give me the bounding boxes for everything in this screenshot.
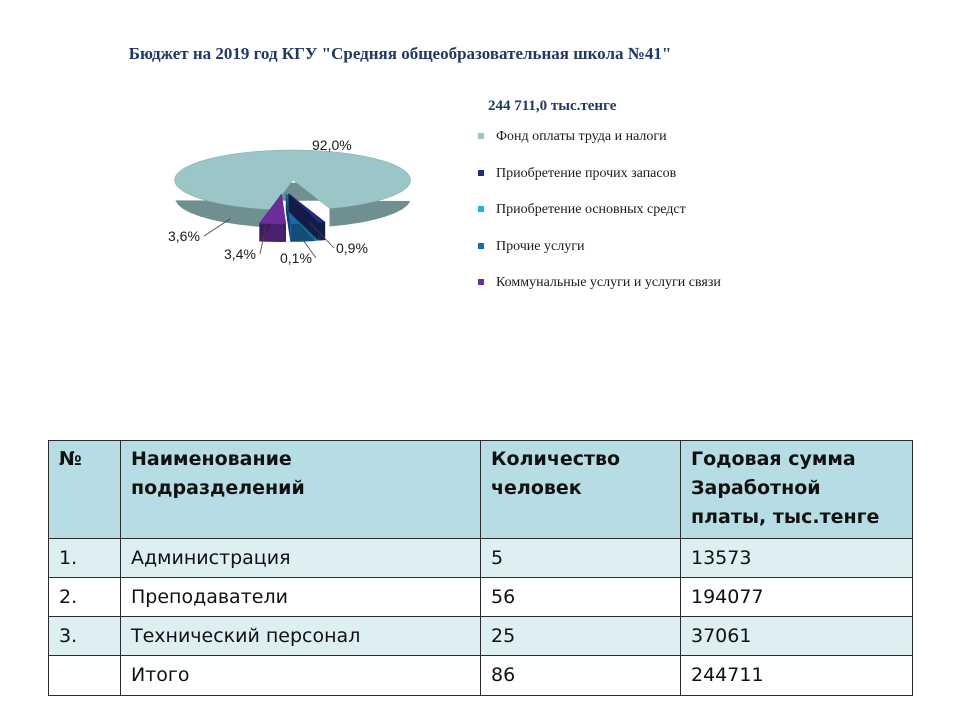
legend-swatch bbox=[478, 170, 484, 176]
table-row bbox=[49, 617, 913, 656]
legend-label: Приобретение основных средст bbox=[496, 202, 686, 217]
table-cell: 37061 bbox=[681, 617, 913, 656]
table-cell bbox=[49, 656, 121, 696]
legend-label: Приобретение прочих запасов bbox=[496, 166, 677, 181]
legend-label: Прочие услуги bbox=[496, 239, 585, 254]
legend-label: Коммунальные услуги и услуги связи bbox=[496, 275, 721, 290]
table-row bbox=[49, 539, 913, 578]
pie-chart bbox=[150, 125, 450, 275]
legend-swatch bbox=[478, 133, 484, 139]
table-cell: 194077 bbox=[681, 578, 913, 617]
legend-label: Фонд оплаты труда и налоги bbox=[496, 129, 667, 144]
header-cell-department: Наименование подразделений bbox=[121, 441, 481, 539]
legend-swatch bbox=[478, 206, 484, 212]
header-cell-salary: Годовая сумма Заработной платы, тыс.тенге bbox=[681, 441, 913, 539]
table-header-row bbox=[49, 441, 913, 539]
table-cell: 56 bbox=[481, 578, 681, 617]
legend-swatch bbox=[478, 243, 484, 249]
table-cell: Итого bbox=[121, 656, 481, 696]
legend-swatch bbox=[478, 279, 484, 285]
table-cell: Технический персонал bbox=[121, 617, 481, 656]
pie-slice-label: 92,0% bbox=[312, 137, 352, 153]
table-cell: Администрация bbox=[121, 539, 481, 578]
table-cell: 2. bbox=[49, 578, 121, 617]
table-row bbox=[49, 578, 913, 617]
pie-slice-label: 3,4% bbox=[224, 246, 256, 262]
pie-slice-label: 0,1% bbox=[280, 250, 312, 266]
pie-slice-label: 3,6% bbox=[168, 228, 200, 244]
header-cell-number: № bbox=[49, 441, 121, 539]
header-cell-headcount: Количество человек bbox=[481, 441, 681, 539]
table-cell: 25 bbox=[481, 617, 681, 656]
table-total-row bbox=[49, 656, 913, 696]
table-cell: 13573 bbox=[681, 539, 913, 578]
table-cell: 86 bbox=[481, 656, 681, 696]
chart-total-label: 244 711,0 тыс.тенге bbox=[488, 98, 617, 114]
pie-leader-line bbox=[204, 219, 230, 236]
pie-slice-label: 0,9% bbox=[336, 240, 368, 256]
table-cell: 1. bbox=[49, 539, 121, 578]
table-cell: 244711 bbox=[681, 656, 913, 696]
table-cell: 3. bbox=[49, 617, 121, 656]
table-cell: Преподаватели bbox=[121, 578, 481, 617]
chart-title: Бюджет на 2019 год КГУ "Средняя общеобразовательная школа №41" bbox=[128, 44, 672, 63]
table-cell: 5 bbox=[481, 539, 681, 578]
salary-table bbox=[48, 440, 913, 696]
